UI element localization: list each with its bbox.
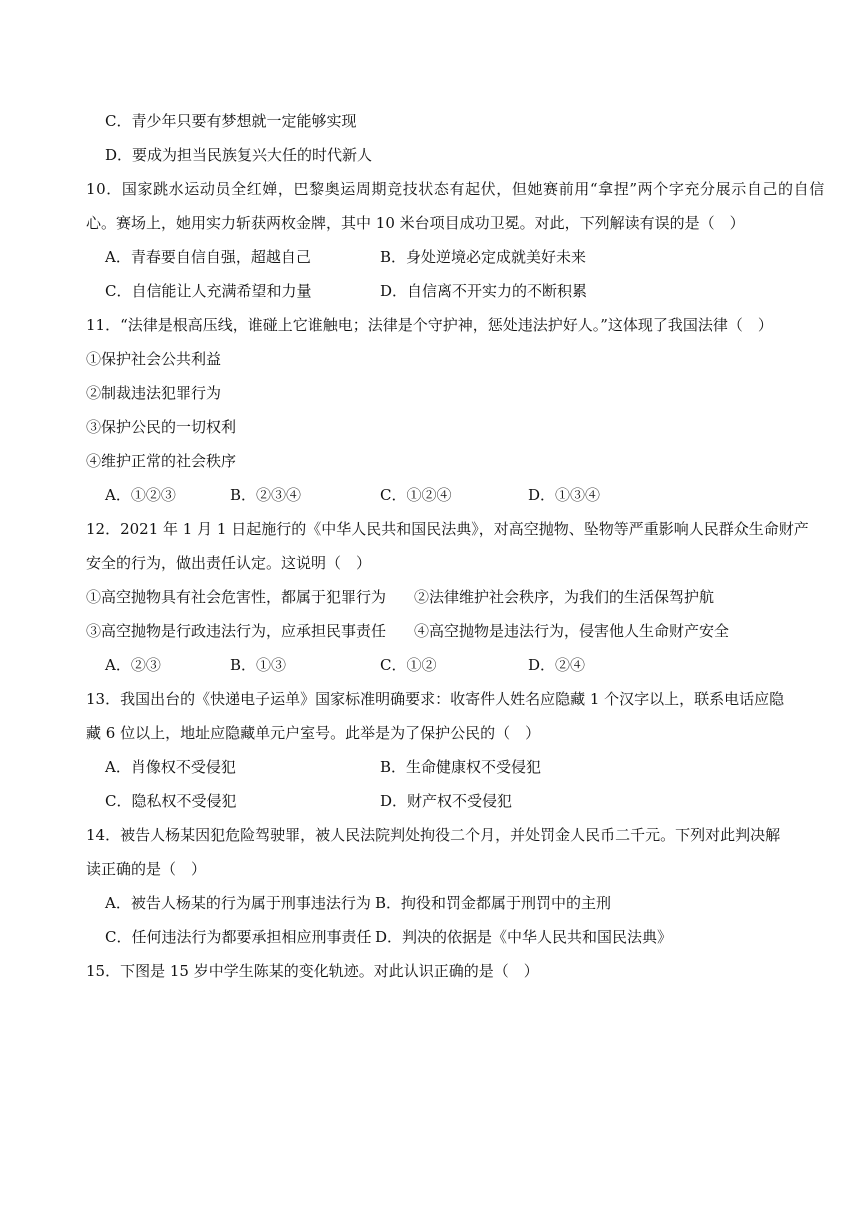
q11-option-c: C．①②④: [380, 486, 452, 504]
q12-option-a: A．②③: [105, 656, 161, 674]
q11-option-a: A．①②③: [105, 486, 176, 504]
q12-stem-line1: 12．2021 年 1 月 1 日起施行的《中华人民共和国民法典》，对高空抛物、坠物等严重影响人民群众生命财产: [86, 520, 809, 538]
q9-option-c: C．青少年只要有梦想就一定能够实现: [105, 112, 357, 130]
q14-option-d: D．判决的依据是《中华人民共和国民法典》: [375, 928, 673, 946]
q10-option-b: B．身处逆境必定成就美好未来: [380, 248, 587, 266]
q14-stem-line2: 读正确的是（ ）: [86, 860, 207, 878]
q14-option-c: C．任何违法行为都要承担相应刑事责任: [105, 928, 372, 946]
q11-stem: 11．“法律是根高压线，谁碰上它谁触电；法律是个守护神，惩处违法护好人。”这体现了我国法律（ ）: [86, 316, 773, 334]
q13-option-d: D．财产权不受侵犯: [380, 792, 513, 810]
q15-stem: 15．下图是 15 岁中学生陈某的变化轨迹。对此认识正确的是（ ）: [86, 962, 539, 980]
q10-option-c: C．自信能让人充满希望和力量: [105, 282, 312, 300]
q13-option-c: C．隐私权不受侵犯: [105, 792, 237, 810]
q12-item-2: ②法律维护社会秩序，为我们的生活保驾护航: [414, 588, 715, 606]
q14-option-a: A．被告人杨某的行为属于刑事违法行为: [105, 894, 371, 912]
q11-item-4: ④维护正常的社会秩序: [86, 452, 237, 470]
q10-option-d: D．自信离不开实力的不断积累: [380, 282, 588, 300]
q11-item-2: ②制裁违法犯罪行为: [86, 384, 222, 402]
q12-item-1: ①高空抛物具有社会危害性，都属于犯罪行为: [86, 588, 387, 606]
q12-option-d: D．②④: [528, 656, 586, 674]
q12-item-3: ③高空抛物是行政违法行为，应承担民事责任: [86, 622, 387, 640]
q12-option-c: C．①②: [380, 656, 437, 674]
q11-item-1: ①保护社会公共利益: [86, 350, 222, 368]
q11-option-d: D．①③④: [528, 486, 601, 504]
q13-option-a: A．肖像权不受侵犯: [105, 758, 236, 776]
q11-item-3: ③保护公民的一切权利: [86, 418, 237, 436]
q14-option-b: B．拘役和罚金都属于刑罚中的主刑: [375, 894, 612, 912]
q9-option-d: D．要成为担当民族复兴大任的时代新人: [105, 146, 373, 164]
q11-option-b: B．②③④: [230, 486, 302, 504]
q10-stem-line1: 10．国家跳水运动员全红婵，巴黎奥运周期竞技状态有起伏，但她赛前用“拿捏”两个字充分展示自己的自信: [86, 180, 825, 198]
q12-item-4: ④高空抛物是违法行为，侵害他人生命财产安全: [414, 622, 730, 640]
q12-stem-line2: 安全的行为，做出责任认定。这说明（ ）: [86, 554, 372, 572]
q12-option-b: B．①③: [230, 656, 287, 674]
q13-option-b: B．生命健康权不受侵犯: [380, 758, 542, 776]
q14-stem-line1: 14．被告人杨某因犯危险驾驶罪，被人民法院判处拘役二个月，并处罚金人民币二千元。下列对此判决解: [86, 826, 781, 844]
q13-stem-line1: 13．我国出台的《快递电子运单》国家标准明确要求：收寄件人姓名应隐藏 1 个汉字以上，联系电话应隐: [86, 690, 785, 708]
q13-stem-line2: 藏 6 位以上，地址应隐藏单元户室号。此举是为了保护公民的（ ）: [86, 724, 541, 742]
q10-stem-line2: 心。赛场上，她用实力斩获两枚金牌，其中 10 米台项目成功卫冕。对此，下列解读有误的是（ ）: [86, 214, 745, 232]
q10-option-a: A．青春要自信自强，超越自己: [105, 248, 311, 266]
